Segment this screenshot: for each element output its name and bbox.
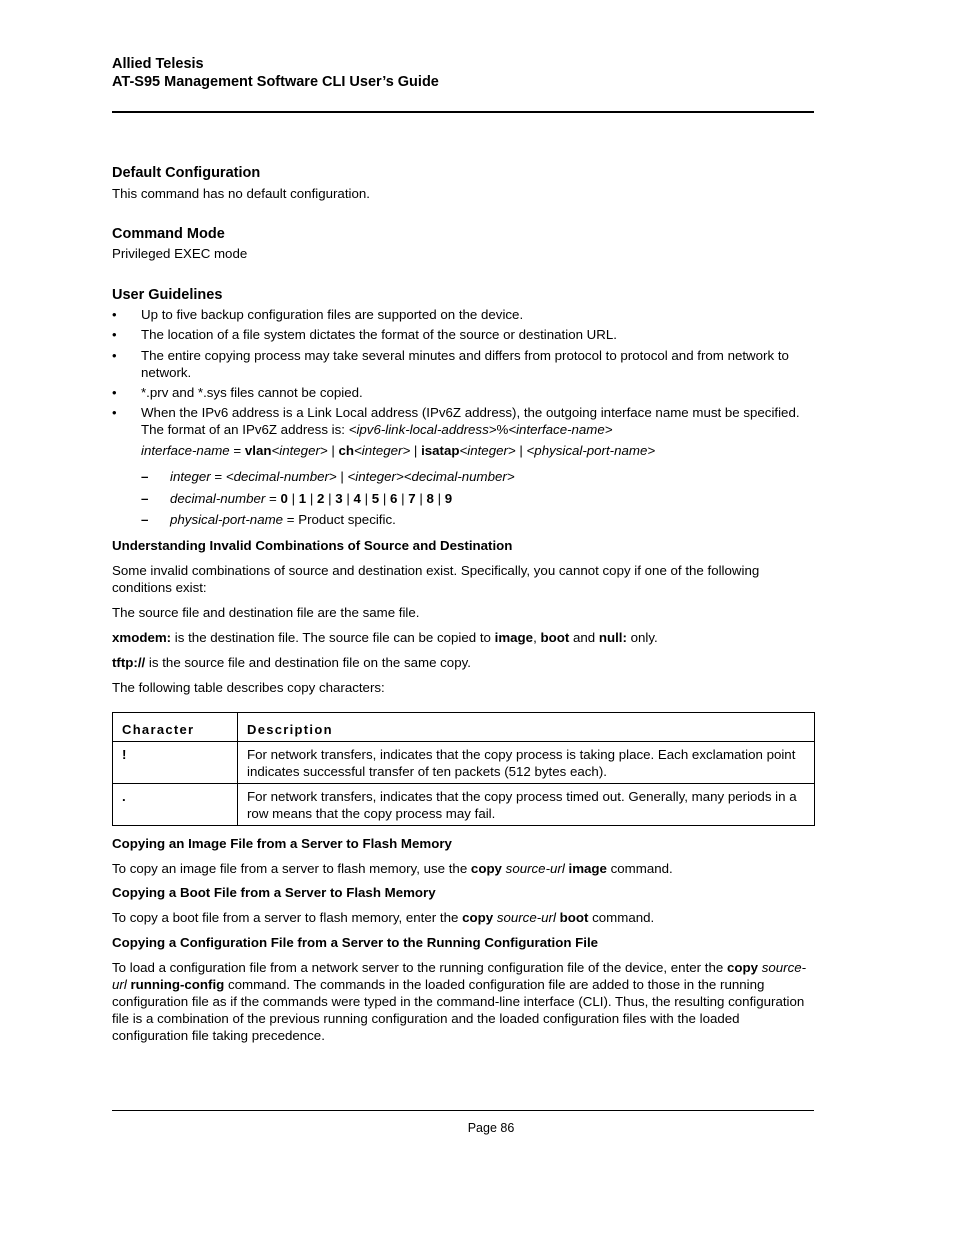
comma: ,	[533, 630, 541, 645]
same-file-text: The source file and destination file are the same file.	[112, 605, 420, 620]
running-config-keyword: running-config	[130, 977, 225, 992]
integer-rhs-a: <decimal-number>	[225, 469, 337, 484]
header-rule	[112, 111, 814, 113]
tftp-text	[112, 654, 814, 671]
source-url-arg: source-url	[112, 960, 807, 992]
bullet-text: The entire copying process may take several minutes and differs from protocol to protocol and from network to network.	[141, 348, 789, 380]
ipv6-link-local-address: <ipv6-link-local-address>	[348, 422, 497, 437]
syntax-vlan-arg: <integer>	[271, 443, 328, 458]
physical-port-name-rhs: = Product specific.	[283, 512, 396, 527]
syntax-isatap-arg: <integer>	[459, 443, 516, 458]
user-guidelines-heading: User Guidelines	[112, 287, 223, 303]
bullet-icon: •	[112, 327, 117, 342]
bullet-text: *.prv and *.sys files cannot be copied.	[141, 385, 363, 400]
source-url-arg: source-url	[505, 861, 565, 876]
description-cell: For network transfers, indicates that the copy process timed out. Generally, many periods in a row means that the copy process may fail.	[238, 784, 815, 826]
ipv6z-separator: %	[496, 422, 509, 437]
copy-config-post: command. The commands in the loaded configuration file are added to those in the running configuration file as if the commands were typed in the command-line interface (CLI). Thus, the resulting configuration file is a combination of the previous running configuration and the loaded configuration files with the loaded configuration file taking precedence.	[112, 977, 805, 1043]
copy-characters-table	[112, 712, 815, 826]
syntax-eq: =	[229, 443, 245, 458]
company-name: Allied Telesis	[112, 56, 204, 72]
default-config-text: This command has no default configuration.	[112, 186, 370, 201]
command-mode-heading: Command Mode	[112, 226, 225, 242]
bullet-icon: •	[112, 307, 117, 322]
page-number: Page 86	[467, 1121, 515, 1135]
default-config-heading: Default Configuration	[112, 165, 261, 181]
dash-icon: –	[141, 491, 149, 506]
syntax-isatap: isatap	[421, 443, 460, 458]
xmodem-text-2: only.	[626, 630, 658, 645]
tftp-description: is the source file and destination file on the same copy.	[145, 655, 471, 670]
tftp-keyword: tftp://	[112, 655, 146, 670]
bullet-icon: •	[112, 405, 117, 420]
copy-config-pre: To load a configuration file from a network server to the running configuration file of the device, enter the	[112, 960, 727, 975]
interface-name-syntax	[141, 442, 814, 459]
image-keyword: image	[568, 861, 607, 876]
bullet-text: The location of a file system dictates the format of the source or destination URL.	[141, 327, 617, 342]
syntax-ch: ch	[338, 443, 355, 458]
copy-image-pre: To copy an image file from a server to flash memory, use the	[112, 861, 471, 876]
xmodem-text-1: is the destination file. The source file can be copied to	[171, 630, 495, 645]
digit: 7	[408, 491, 416, 506]
and-text: and	[569, 630, 599, 645]
guide-title: AT-S95 Management Software CLI User’s Guide	[112, 74, 439, 90]
copy-image-post: command.	[606, 861, 673, 876]
bullet-icon: •	[112, 348, 117, 363]
column-header-character: Character	[113, 713, 238, 742]
copy-boot-text	[112, 909, 814, 926]
table-row	[113, 742, 815, 784]
digit: 4	[353, 491, 361, 506]
table-row	[113, 784, 815, 826]
digit: 2	[317, 491, 325, 506]
table-header-row	[113, 713, 815, 742]
copy-image-heading: Copying an Image File from a Server to Flash Memory	[112, 836, 452, 851]
dash-icon: –	[141, 469, 149, 484]
null-keyword: null:	[598, 630, 627, 645]
char-cell: .	[113, 784, 238, 826]
boot-keyword: boot	[559, 910, 589, 925]
syntax-port: <physical-port-name>	[526, 443, 656, 458]
ipv6z-intro: When the IPv6 address is a Link Local address (IPv6Z address), the outgoing interface name must be specified. The format of an IPv6Z address is:	[141, 405, 800, 437]
digit: 1	[298, 491, 307, 506]
copy-config-text	[112, 959, 814, 1044]
boot-keyword: boot	[540, 630, 570, 645]
syntax-vlan: vlan	[244, 443, 272, 458]
char-cell: !	[113, 742, 238, 784]
column-header-description: Description	[238, 713, 815, 742]
bullet-text	[141, 404, 814, 438]
image-keyword: image	[494, 630, 534, 645]
integer-rhs-sep: |	[336, 469, 348, 484]
copy-keyword: copy	[462, 910, 494, 925]
syntax-ch-arg: <integer>	[354, 443, 411, 458]
digit: 5	[371, 491, 380, 506]
digit: 3	[335, 491, 343, 506]
source-url-arg: source-url	[496, 910, 556, 925]
syntax-bar: |	[410, 443, 422, 458]
copy-keyword: copy	[470, 861, 502, 876]
xmodem-keyword: xmodem:	[112, 630, 172, 645]
physical-port-name-lhs: physical-port-name	[170, 512, 284, 527]
copy-config-heading: Copying a Configuration File from a Server to the Running Configuration File	[112, 935, 599, 950]
description-cell: For network transfers, indicates that the copy process is taking place. Each exclamation point indicates successful transfer of ten packets (512 bytes each).	[238, 742, 815, 784]
digit: 6	[390, 491, 398, 506]
command-mode-text: Privileged EXEC mode	[112, 246, 248, 261]
syntax-bar: |	[515, 443, 527, 458]
footer-rule	[112, 1110, 814, 1111]
digit: 8	[426, 491, 434, 506]
invalid-combos-intro: Some invalid combinations of source and destination exist. Specifically, you cannot copy if one of the following conditions exist:	[112, 563, 760, 595]
copy-boot-pre: To copy a boot file from a server to flash memory, enter the	[112, 910, 463, 925]
decimal-number-lhs: decimal-number	[170, 491, 266, 506]
copy-boot-heading: Copying a Boot File from a Server to Flash Memory	[112, 885, 436, 900]
xmodem-text	[112, 629, 814, 646]
invalid-combos-heading: Understanding Invalid Combinations of Source and Destination	[112, 538, 513, 553]
copy-image-text	[112, 860, 814, 877]
digit: 9	[444, 491, 453, 506]
ipv6z-interface-name: <interface-name>	[508, 422, 613, 437]
integer-rhs-b: <integer><decimal-number>	[347, 469, 515, 484]
copy-boot-post: command.	[588, 910, 655, 925]
syntax-bar: |	[327, 443, 339, 458]
dash-icon: –	[141, 512, 149, 527]
integer-lhs: integer	[170, 469, 211, 484]
bullet-text: Up to five backup configuration files are supported on the device.	[141, 307, 524, 322]
bullet-icon: •	[112, 385, 117, 400]
table-intro: The following table describes copy characters:	[112, 680, 385, 695]
syntax-lhs: interface-name	[141, 443, 230, 458]
digit: 0	[280, 491, 288, 506]
copy-keyword: copy	[726, 960, 759, 975]
